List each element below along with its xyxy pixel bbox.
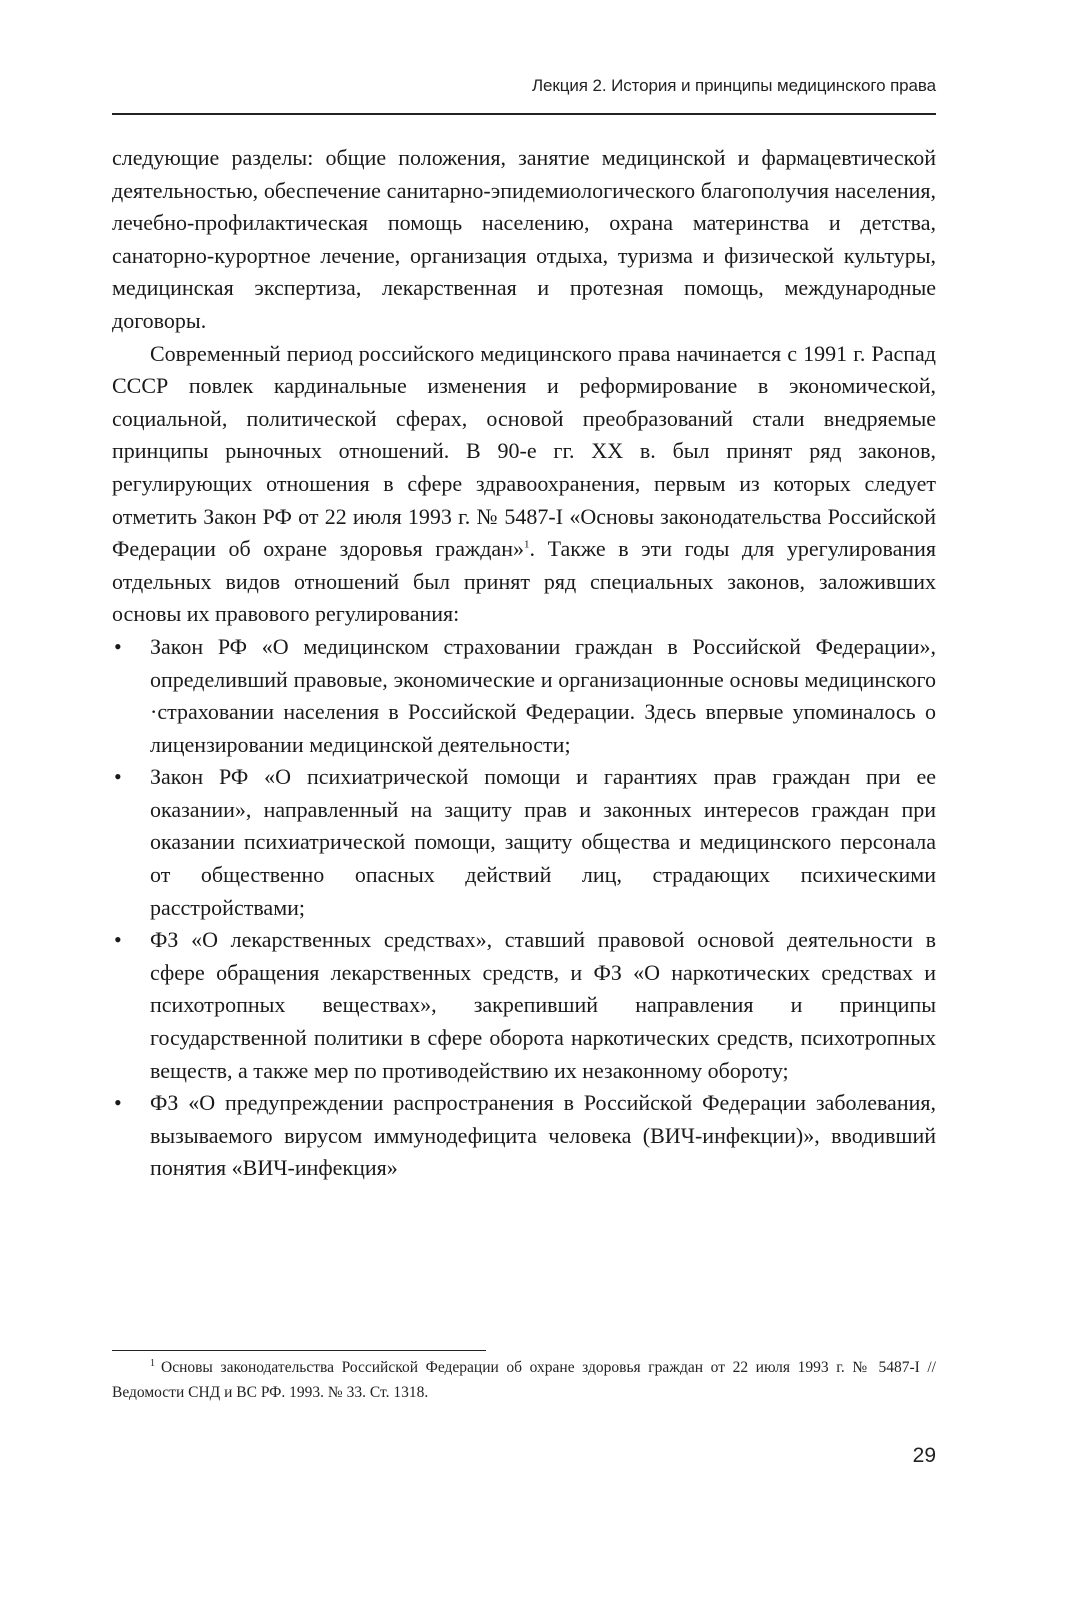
- paragraph-modern-period: [112, 338, 936, 631]
- header-rule: [112, 113, 936, 115]
- paragraph-text: Современный период российского медицинского права начинается с 1991 г. Распад СССР повлек кардинальные изменения и реформирование в экономической, социальной, политической сферах, основой преобразований стали внедряемые принципы рыночных отношений. В 90-е гг. XX в. был принят ряд законов, регулирующих отношения в сфере здравоохранения, первым из которых следует отметить Закон РФ от 22 июля 1993 г. № 5487-I «Основы законодательства Российской Федерации об охране здоровья граждан»: [112, 340, 936, 562]
- main-text: [112, 142, 936, 1185]
- list-item-text: ФЗ «О лекарственных средствах», ставший правовой основой деятельности в сфере обращения лекарственных средств, и ФЗ «О наркотических средствах и психотропных веществах», закрепивший направления и принципы государственной политики в сфере оборота наркотических средств, психотропных веществ, а также мер по противодействию их незаконному обороту;: [150, 927, 936, 1083]
- footnote-rule: [112, 1350, 486, 1351]
- page-number: 29: [912, 1444, 936, 1467]
- bullet-marker: •: [114, 764, 122, 790]
- footnote-reference[interactable]: 1: [523, 538, 530, 551]
- list-item-text: ФЗ «О предупреждении распространения в Российской Федерации заболевания, вызываемого вирусом иммунодефицита человека (ВИЧ-инфекции)», вводивший понятия «ВИЧ-инфекция»: [150, 1090, 936, 1181]
- bullet-marker: •: [114, 1090, 122, 1116]
- list-item-text: Закон РФ «О медицинском страховании граждан в Российской Федерации», определивший правовые, экономические и организационные основы медицинского ·страховании населения в Российской Федерации. Здесь впервые упоминалось о лицензировании медицинской деятельности;: [150, 633, 936, 757]
- book-page: [112, 0, 936, 1600]
- footnote-paragraph: [112, 1355, 936, 1405]
- footnote: [112, 1355, 936, 1405]
- paragraph-text-tail: . Также в эти годы для урегулирования отдельных видов отношений был принят ряд специальных законов, заложивших основы их правового регулирования:: [112, 536, 937, 627]
- list-item: [112, 924, 936, 1087]
- running-head: Лекция 2. История и принципы медицинского права: [531, 76, 936, 95]
- footnote-number: 1: [150, 1357, 155, 1369]
- bullet-marker: •: [114, 633, 122, 659]
- paragraph-continued: следующие разделы: общие положения, занятие медицинской и фармацевтической деятельностью, обеспечение санитарно-эпидемиологического благополучия населения, лечебно-профилактическая помощь населению, охрана материнства и детства, санаторно-курортное лечение, организация отдыха, туризма и физической культуры, медицинская экспертиза, лекарственная и протезная помощь, международные договоры.: [112, 145, 936, 333]
- list-item: [112, 631, 936, 761]
- list-item: [112, 761, 936, 924]
- footnote-text: Основы законодательства Российской Федерации об охране здоровья граждан от 22 июля 1993 г. № 5487-I // Ведомости СНД и ВС РФ. 1993. № 33. Ст. 1318.: [112, 1359, 936, 1401]
- bullet-marker: •: [114, 927, 122, 953]
- list-item: [112, 1087, 936, 1185]
- law-list: [112, 631, 936, 1185]
- list-item-text: Закон РФ «О психиатрической помощи и гарантиях прав граждан при ее оказании», направленный на защиту прав и законных интересов граждан при оказании психиатрической помощи, защиту общества и медицинского персонала от общественно опасных действий лиц, страдающих психическими расстройствами;: [150, 764, 936, 920]
